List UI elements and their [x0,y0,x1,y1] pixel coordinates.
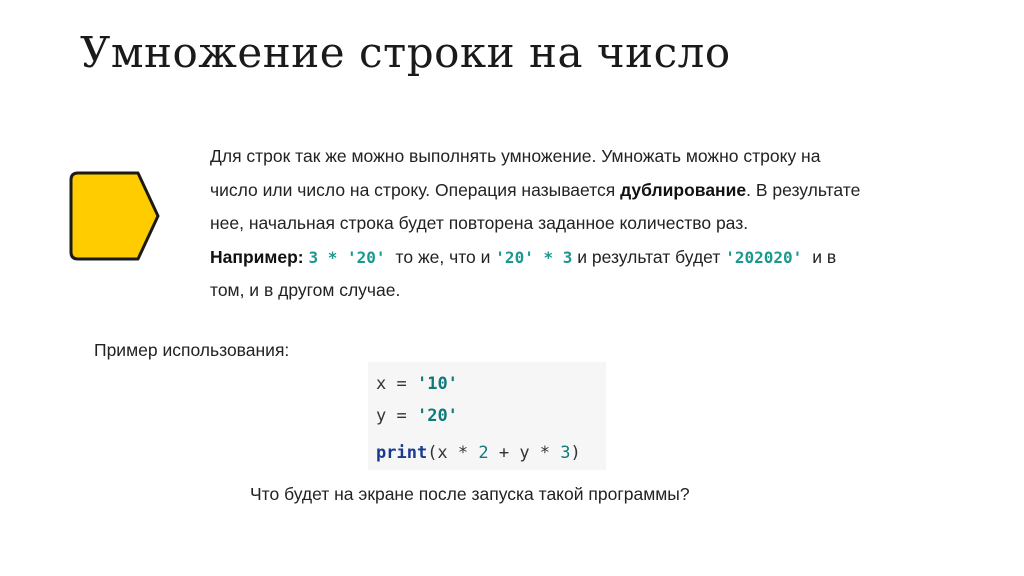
paragraph-text: и в [812,246,837,267]
paragraph-text: . В результате [746,179,861,200]
paragraph-text: и результат будет [577,246,721,267]
code-text: + y * [488,443,561,463]
explanation-paragraph [210,140,950,308]
code-line [376,372,458,396]
code-op: = [386,374,417,394]
code-string: '10' [416,374,458,394]
paragraph-text: то же, что и [395,246,491,267]
inline-code: '20' * 3 [495,247,573,267]
example-label: Например: [210,246,304,267]
code-var: y [376,406,387,426]
paragraph-line-4 [210,241,950,275]
code-text: ) [570,443,581,463]
code-block [368,362,606,470]
code-number: 2 [478,443,489,463]
paragraph-line-3: нее, начальная строка будет повторена заданное количество раз. [210,213,749,233]
question-text: Что будет на экране после запуска такой программы? [250,484,690,504]
slide-title: Умножение строки на число [80,28,731,77]
code-line [376,404,458,428]
code-string: '20' [416,406,458,426]
usage-label: Пример использования: [94,340,290,360]
code-keyword: print [376,443,428,463]
code-line [376,441,581,465]
yellow-pentagon-shape [68,170,162,262]
code-op: = [386,406,417,426]
code-text: (x * [427,443,479,463]
paragraph-line-5: том, и в другом случае. [210,280,401,300]
inline-code: '202020' [725,247,803,267]
code-var: x [376,374,387,394]
term-duplication: дублирование [620,179,747,200]
paragraph-line-1: Для строк так же можно выполнять умножение. Умножать можно строку на [210,146,821,166]
code-number: 3 [560,443,571,463]
paragraph-text: число или число на строку. Операция называется [210,179,621,200]
paragraph-line-2 [210,174,950,208]
inline-code: 3 * '20' [308,247,386,267]
